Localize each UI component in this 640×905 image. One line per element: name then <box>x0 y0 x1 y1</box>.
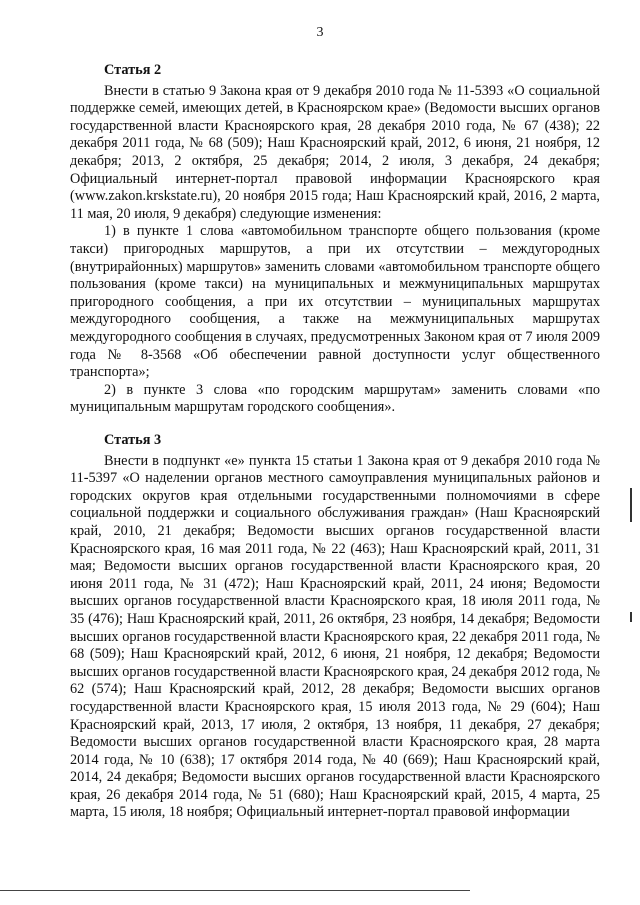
scan-edge-mark <box>630 488 632 522</box>
scan-edge-mark <box>630 612 632 622</box>
article-3 <box>70 432 600 822</box>
article-2-heading: Статья 2 <box>104 62 162 78</box>
bottom-rule <box>0 890 470 891</box>
article-2 <box>70 62 600 417</box>
article-3-text: Внести в подпункт «е» пункта 15 статьи 1 Закона края от 9 декабря 2010 года № 11-5397 «О наделении органов местного самоуправления муниципальных районов и городских округов края отдельными государственными полномочиями в сфере социальной поддержки и социального обслуживания граждан» (Наш Красноярский край, 2010, 21 декабря; Ведомости высших органов государственной власти Красноярского края, 16 мая 2011 года, № 22 (463); Наш Красноярский край, 2011, 31 мая; Ведомости высших органов государственной власти Красноярского края, 20 июня 2011 года, № 31 (472); Наш Красноярский край, 2011, 24 июня; Ведомости высших органов государственной власти Красноярского края, 18 июля 2011 года, № 35 (476); Наш Красноярский край, 2011, 26 октября, 23 ноября, 14 декабря; Ведомости высших органов государственной власти Красноярского края, 22 декабря 2011 года, № 68 (509); Наш Красноярский край, 2012, 6 июня, 21 ноября, 12 декабря; Ведомости высших органов государственной власти Красноярского края, 24 декабря 2012 года, № 62 (574); Наш Красноярский край, 2012, 28 декабря; Ведомости высших органов государственной власти Красноярского края, 15 июля 2013 года, № 29 (604); Наш Красноярский край, 2013, 17 июля, 2 октября, 13 ноября, 11 декабря, 27 декабря; Ведомости высших органов государственной власти Красноярского края, 28 марта 2014 года, № 10 (638); 17 октября 2014 года, № 40 (669); Наш Красноярский край, 2014, 24 декабря; Ведомости высших органов государственной власти Красноярского края, 26 декабря 2014 года, № 51 (680); Наш Красноярский край, 2015, 4 марта, 25 марта, 15 июля, 18 ноября; Официальный интернет-портал правовой информации <box>70 452 600 821</box>
article-3-heading: Статья 3 <box>104 432 162 448</box>
article-2-intro: Внести в статью 9 Закона края от 9 декабря 2010 года № 11-5393 «О социальной поддержке семей, имеющих детей, в Красноярском крае» (Ведомости высших органов государственной власти Красноярского края, 28 декабря 2010 года, № 67 (438); 22 декабря 2011 года, № 68 (509); Наш Красноярский край, 2012, 6 июня, 21 ноября, 12 декабря; 2013, 2 октября, 25 декабря; 2014, 2 июля, 3 декабря, 24 декабря; Официальный интернет-портал правовой информации Красноярского края (www.zakon.krskstate.ru), 20 ноября 2015 года; Наш Красноярский край, 2016, 2 марта, 11 мая, 20 июля, 9 декабря) следующие изменения: <box>70 82 600 222</box>
article-2-item-1: 1) в пункте 1 слова «автомобильном транспорте общего пользования (кроме такси) пригородных маршрутов, а при их отсутствии – междугородных (внутрирайонных) маршрутов» заменить словами «автомобильном транспорте общего пользования (кроме такси) на муниципальных и межмуниципальных маршрутах пригородного сообщения, а при их отсутствии – муниципальных маршрутах междугородного сообщения, а также на межмуниципальных маршрутах междугородного сообщения в случаях, предусмотренных Законом края от 7 июля 2009 года № 8-3568 «Об обеспечении равной доступности услуг общественного транспорта»; <box>70 223 600 381</box>
page-number: 3 <box>316 25 324 40</box>
article-2-item-2: 2) в пункте 3 слова «по городским маршрутам» заменить словами «по муниципальным маршрутам городского сообщения». <box>70 381 600 416</box>
